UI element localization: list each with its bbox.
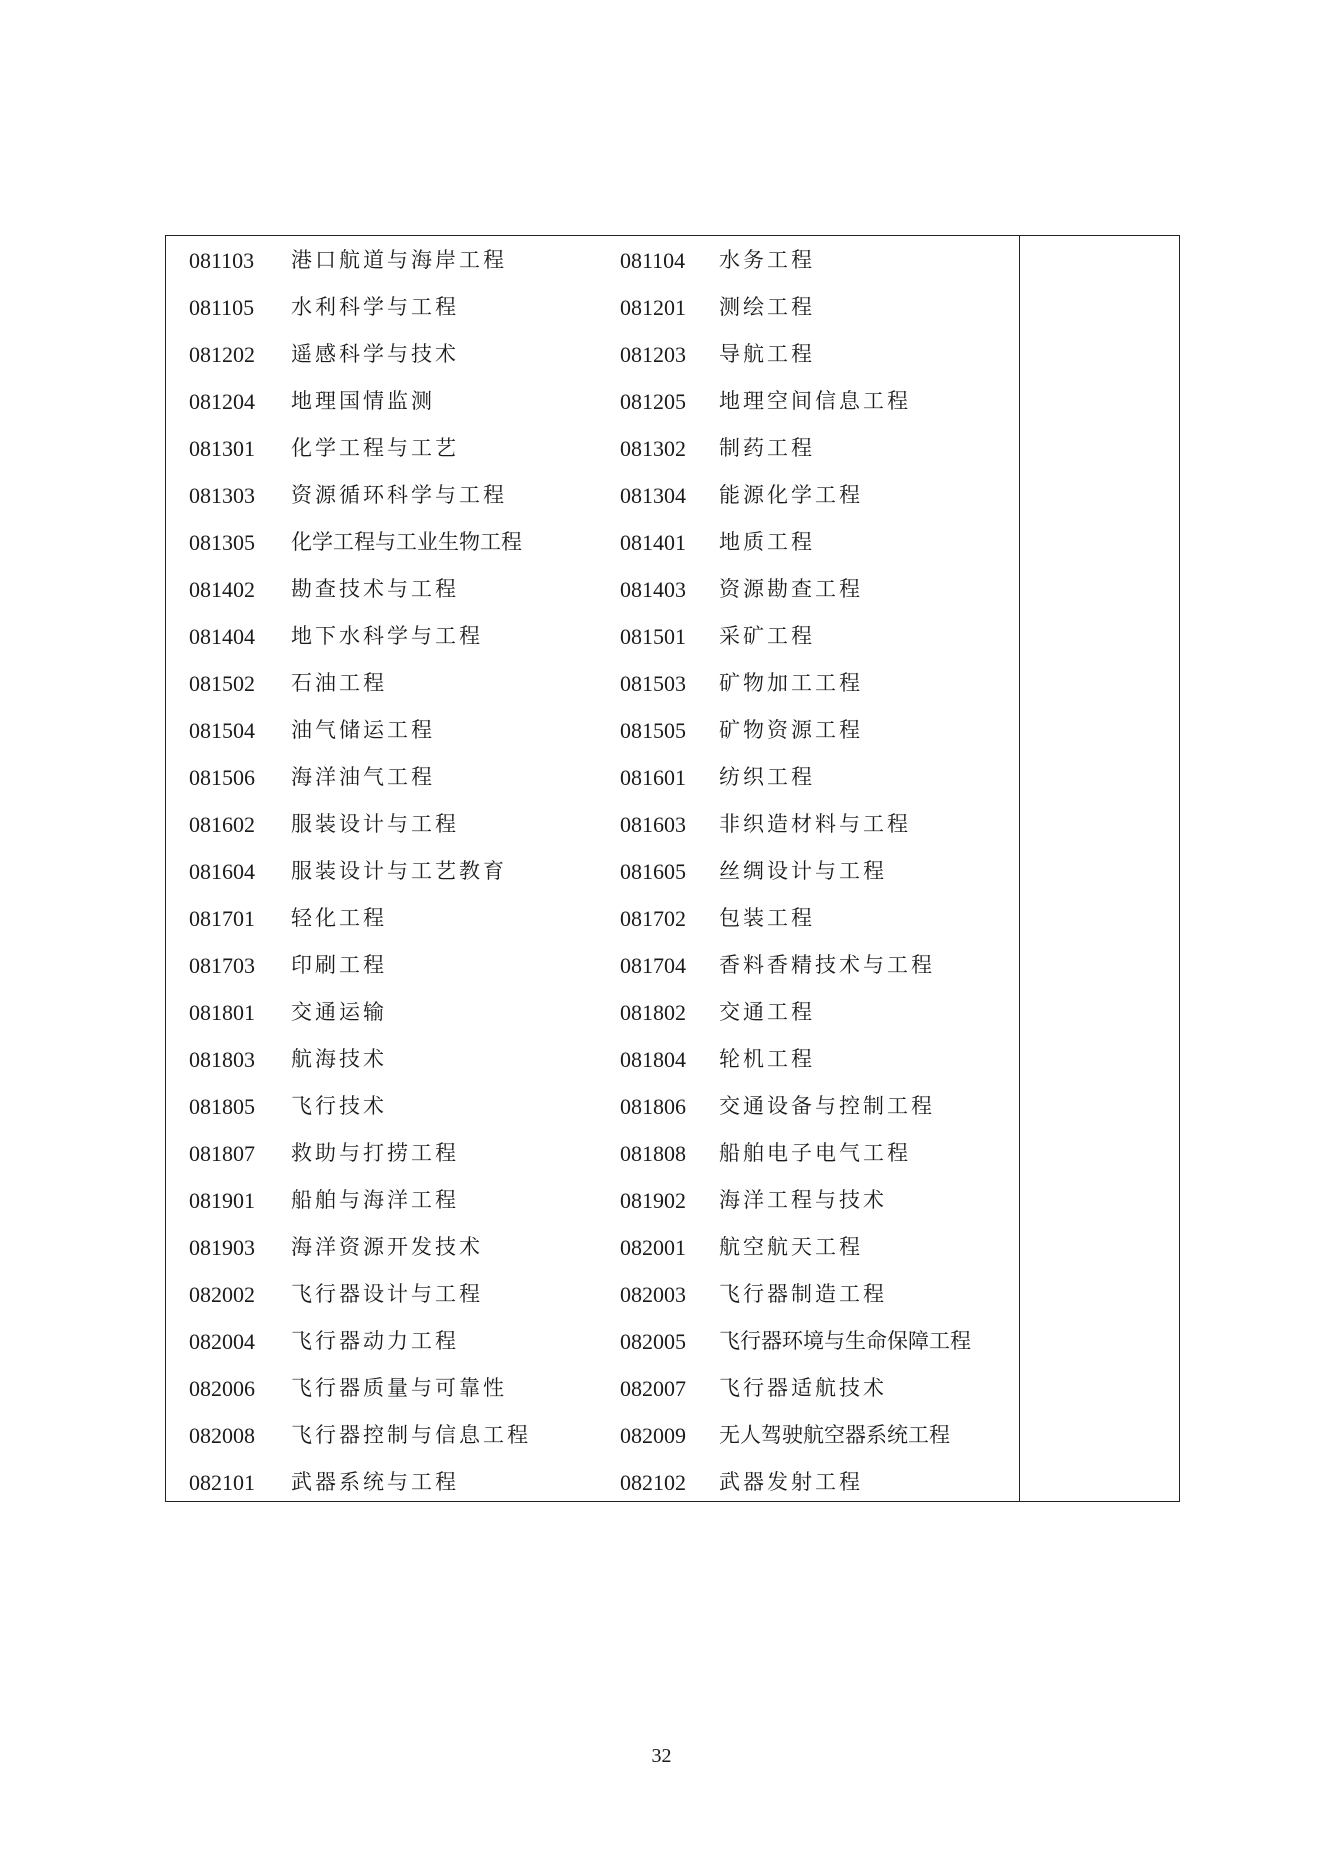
table-row	[166, 284, 1019, 331]
table-row	[166, 237, 1019, 284]
table-row	[166, 425, 1019, 472]
major-code: 081506	[189, 765, 255, 790]
major-code: 081804	[620, 1047, 686, 1072]
table-row	[166, 1036, 1019, 1083]
major-name: 导航工程	[719, 342, 815, 366]
major-name: 遥感科学与技术	[291, 342, 459, 366]
major-name: 海洋油气工程	[291, 765, 435, 789]
major-code: 081403	[620, 577, 686, 602]
major-name: 测绘工程	[719, 295, 815, 319]
major-name: 制药工程	[719, 436, 815, 460]
table-row	[166, 566, 1019, 613]
major-code: 081703	[189, 953, 255, 978]
major-code: 081402	[189, 577, 255, 602]
major-code: 081605	[620, 859, 686, 884]
major-code: 081702	[620, 906, 686, 931]
major-code: 081201	[620, 295, 686, 320]
major-code: 081303	[189, 483, 255, 508]
column-divider	[1019, 236, 1020, 1501]
table-row	[166, 1130, 1019, 1177]
major-name: 武器系统与工程	[291, 1470, 459, 1494]
major-name: 船舶电子电气工程	[719, 1141, 911, 1165]
table-row	[166, 895, 1019, 942]
major-name: 服装设计与工艺教育	[291, 859, 507, 883]
table-row	[166, 754, 1019, 801]
major-code: 081803	[189, 1047, 255, 1072]
major-name: 交通设备与控制工程	[719, 1094, 935, 1118]
major-name: 化学工程与工业生物工程	[291, 530, 522, 554]
major-name: 地理空间信息工程	[719, 389, 911, 413]
major-code: 082101	[189, 1470, 255, 1495]
major-name: 丝绸设计与工程	[719, 859, 887, 883]
major-code: 082008	[189, 1423, 255, 1448]
table-row	[166, 378, 1019, 425]
major-name: 飞行器质量与可靠性	[291, 1376, 507, 1400]
major-code: 081604	[189, 859, 255, 884]
major-code: 081104	[620, 248, 686, 273]
table-row	[166, 1459, 1019, 1506]
table-row	[166, 942, 1019, 989]
major-code: 081602	[189, 812, 255, 837]
major-code: 082102	[620, 1470, 686, 1495]
table-row	[166, 1412, 1019, 1459]
table-row	[166, 1083, 1019, 1130]
major-code: 081806	[620, 1094, 686, 1119]
major-name: 包装工程	[719, 906, 815, 930]
major-code: 081805	[189, 1094, 255, 1119]
major-code: 081502	[189, 671, 255, 696]
major-name: 纺织工程	[719, 765, 815, 789]
major-code: 081801	[189, 1000, 255, 1025]
major-name: 水务工程	[719, 248, 815, 272]
table-row	[166, 1365, 1019, 1412]
major-code: 082007	[620, 1376, 686, 1401]
major-name: 轻化工程	[291, 906, 387, 930]
major-code: 081302	[620, 436, 686, 461]
major-name: 海洋资源开发技术	[291, 1235, 483, 1259]
major-code: 081901	[189, 1188, 255, 1213]
major-code: 081501	[620, 624, 686, 649]
page-number: 32	[651, 1745, 672, 1767]
major-name: 矿物资源工程	[719, 718, 863, 742]
major-code: 081301	[189, 436, 255, 461]
major-code: 081504	[189, 718, 255, 743]
major-name: 石油工程	[291, 671, 387, 695]
table-row	[166, 519, 1019, 566]
major-name: 飞行器环境与生命保障工程	[719, 1329, 971, 1353]
major-code: 081203	[620, 342, 686, 367]
major-code: 081205	[620, 389, 686, 414]
major-code: 081505	[620, 718, 686, 743]
major-code: 082004	[189, 1329, 255, 1354]
major-name: 地下水科学与工程	[291, 624, 483, 648]
major-code: 081701	[189, 906, 255, 931]
major-name: 油气储运工程	[291, 718, 435, 742]
table-row	[166, 1177, 1019, 1224]
major-name: 地质工程	[719, 530, 815, 554]
major-code: 081603	[620, 812, 686, 837]
major-name: 救助与打捞工程	[291, 1141, 459, 1165]
major-name: 水利科学与工程	[291, 295, 459, 319]
major-code: 081902	[620, 1188, 686, 1213]
major-name: 地理国情监测	[291, 389, 435, 413]
table-row	[166, 1224, 1019, 1271]
major-name: 交通工程	[719, 1000, 815, 1024]
major-name: 飞行器设计与工程	[291, 1282, 483, 1306]
table-row	[166, 801, 1019, 848]
table-row	[166, 989, 1019, 1036]
major-code: 081305	[189, 530, 255, 555]
table-row	[166, 848, 1019, 895]
major-code: 081304	[620, 483, 686, 508]
major-name: 航海技术	[291, 1047, 387, 1071]
major-name: 港口航道与海岸工程	[291, 248, 507, 272]
major-code: 082001	[620, 1235, 686, 1260]
major-code: 081802	[620, 1000, 686, 1025]
major-code: 081807	[189, 1141, 255, 1166]
major-name: 采矿工程	[719, 624, 815, 648]
major-code: 081808	[620, 1141, 686, 1166]
major-name: 服装设计与工程	[291, 812, 459, 836]
major-code: 081105	[189, 295, 255, 320]
major-name: 能源化学工程	[719, 483, 863, 507]
major-name: 无人驾驶航空器系统工程	[719, 1423, 950, 1447]
table-row	[166, 331, 1019, 378]
major-code: 081401	[620, 530, 686, 555]
major-code: 081202	[189, 342, 255, 367]
major-name: 飞行器动力工程	[291, 1329, 459, 1353]
major-name: 武器发射工程	[719, 1470, 863, 1494]
major-code: 082006	[189, 1376, 255, 1401]
major-name: 飞行器控制与信息工程	[291, 1423, 531, 1447]
major-name: 船舶与海洋工程	[291, 1188, 459, 1212]
table-row	[166, 660, 1019, 707]
major-name: 飞行器适航技术	[719, 1376, 887, 1400]
major-code: 082003	[620, 1282, 686, 1307]
major-name: 非织造材料与工程	[719, 812, 911, 836]
table-row	[166, 1318, 1019, 1365]
major-code: 081704	[620, 953, 686, 978]
major-name: 交通运输	[291, 1000, 387, 1024]
table-row	[166, 1271, 1019, 1318]
major-name: 航空航天工程	[719, 1235, 863, 1259]
table-row	[166, 707, 1019, 754]
major-name: 化学工程与工艺	[291, 436, 459, 460]
major-code: 082005	[620, 1329, 686, 1354]
major-code: 081503	[620, 671, 686, 696]
major-name: 勘查技术与工程	[291, 577, 459, 601]
major-name: 飞行技术	[291, 1094, 387, 1118]
major-code: 081103	[189, 248, 255, 273]
major-name: 矿物加工工程	[719, 671, 863, 695]
major-name: 印刷工程	[291, 953, 387, 977]
major-code: 081903	[189, 1235, 255, 1260]
major-name: 资源循环科学与工程	[291, 483, 507, 507]
major-code: 081204	[189, 389, 255, 414]
major-name: 轮机工程	[719, 1047, 815, 1071]
major-code: 082002	[189, 1282, 255, 1307]
major-name: 香料香精技术与工程	[719, 953, 935, 977]
table-row	[166, 472, 1019, 519]
major-name: 飞行器制造工程	[719, 1282, 887, 1306]
table-row	[166, 613, 1019, 660]
major-code: 081601	[620, 765, 686, 790]
major-name: 海洋工程与技术	[719, 1188, 887, 1212]
major-code: 082009	[620, 1423, 686, 1448]
major-name: 资源勘查工程	[719, 577, 863, 601]
major-table	[165, 235, 1180, 1502]
major-code: 081404	[189, 624, 255, 649]
